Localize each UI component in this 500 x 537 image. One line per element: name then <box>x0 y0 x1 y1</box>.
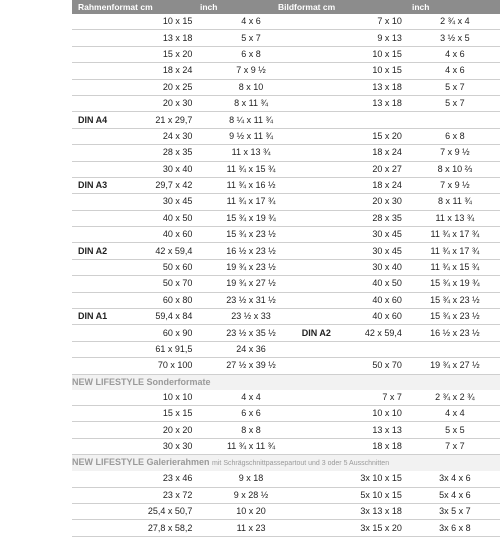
size-table-page <box>72 0 500 533</box>
image-cm-cell: 10 x 15 <box>338 63 410 79</box>
header-frame-cm: Rahmenformat cm <box>78 2 153 12</box>
image-format-label <box>302 292 338 308</box>
frame-cm-cell: 21 x 29,7 <box>124 112 201 128</box>
image-format-label <box>302 503 338 519</box>
image-cm-cell: 30 x 40 <box>338 259 410 275</box>
image-cm-cell: 13 x 13 <box>338 422 410 438</box>
image-inch-cell: 3x 5 x 7 <box>410 503 500 519</box>
image-inch-cell: 3x 6 x 8 <box>410 520 500 536</box>
image-cm-cell: 9 x 13 <box>338 30 410 46</box>
image-format-label <box>302 438 338 454</box>
table-row <box>72 438 500 454</box>
image-inch-cell: 15 ¾ x 23 ½ <box>410 292 500 308</box>
header-image-cm: Bildformat cm <box>278 2 336 12</box>
table-row <box>72 503 500 519</box>
format-label <box>72 259 124 275</box>
size-table <box>72 14 500 537</box>
image-format-label <box>302 161 338 177</box>
format-label <box>72 438 124 454</box>
image-format-label <box>302 112 338 128</box>
frame-cm-cell: 40 x 50 <box>124 210 201 226</box>
format-label <box>72 14 124 30</box>
image-format-label <box>302 276 338 292</box>
image-format-label <box>302 259 338 275</box>
table-row <box>72 161 500 177</box>
format-label <box>72 63 124 79</box>
format-label <box>72 358 124 374</box>
table-row <box>72 14 500 30</box>
image-format-label <box>302 390 338 406</box>
image-cm-cell: 3x 13 x 18 <box>338 503 410 519</box>
frame-inch-cell: 8 x 11 ¾ <box>200 95 301 111</box>
frame-cm-cell: 50 x 70 <box>124 276 201 292</box>
table-row <box>72 471 500 487</box>
frame-inch-cell: 23 ½ x 33 <box>200 309 301 325</box>
image-cm-cell: 15 x 20 <box>338 128 410 144</box>
frame-cm-cell: 28 x 35 <box>124 145 201 161</box>
frame-cm-cell: 50 x 60 <box>124 259 201 275</box>
table-row <box>72 405 500 421</box>
format-label: DIN A3 <box>72 177 124 193</box>
section-heading <box>72 374 500 390</box>
image-cm-cell: 18 x 24 <box>338 145 410 161</box>
table-row <box>72 63 500 79</box>
image-inch-cell: 5 x 7 <box>410 79 500 95</box>
format-label: DIN A4 <box>72 112 124 128</box>
format-label <box>72 145 124 161</box>
section-title: NEW LIFESTYLE Galerierahmen <box>72 457 210 468</box>
image-format-label <box>302 95 338 111</box>
table-row <box>72 520 500 536</box>
image-format-label <box>302 405 338 421</box>
image-inch-cell <box>410 341 500 357</box>
frame-cm-cell: 30 x 45 <box>124 194 201 210</box>
frame-inch-cell: 11 ¾ x 17 ¾ <box>200 194 301 210</box>
table-row <box>72 227 500 243</box>
table-row <box>72 259 500 275</box>
image-format-label <box>302 487 338 503</box>
table-row <box>72 390 500 406</box>
table-row <box>72 309 500 325</box>
frame-cm-cell: 60 x 90 <box>124 325 201 341</box>
frame-cm-cell: 10 x 15 <box>124 14 201 30</box>
image-cm-cell: 10 x 15 <box>338 46 410 62</box>
image-format-label <box>302 520 338 536</box>
image-inch-cell: 4 x 6 <box>410 46 500 62</box>
frame-inch-cell: 9 x 28 ½ <box>200 487 301 503</box>
format-label <box>72 128 124 144</box>
frame-inch-cell: 19 ¾ x 27 ½ <box>200 276 301 292</box>
frame-cm-cell: 20 x 25 <box>124 79 201 95</box>
frame-inch-cell: 8 x 10 <box>200 79 301 95</box>
frame-inch-cell: 8 x 8 <box>200 422 301 438</box>
frame-inch-cell: 11 ¾ x 15 ¾ <box>200 161 301 177</box>
image-inch-cell: 5 x 7 <box>410 95 500 111</box>
section-sonderformate <box>72 374 500 390</box>
image-cm-cell: 30 x 45 <box>338 227 410 243</box>
table-row <box>72 210 500 226</box>
frame-cm-cell: 25,4 x 50,7 <box>124 503 201 519</box>
frame-inch-cell: 8 ¼ x 11 ¾ <box>200 112 301 128</box>
format-label <box>72 422 124 438</box>
image-cm-cell: 13 x 18 <box>338 95 410 111</box>
image-format-label <box>302 341 338 357</box>
image-inch-cell: 2 ¾ x 4 <box>410 14 500 30</box>
frame-cm-cell: 29,7 x 42 <box>124 177 201 193</box>
format-label <box>72 390 124 406</box>
image-inch-cell: 4 x 4 <box>410 405 500 421</box>
format-label <box>72 161 124 177</box>
format-label: DIN A1 <box>72 309 124 325</box>
frame-inch-cell: 4 x 6 <box>200 14 301 30</box>
format-label <box>72 210 124 226</box>
image-inch-cell: 7 x 9 ½ <box>410 145 500 161</box>
frame-inch-cell: 11 ¾ x 11 ¾ <box>200 438 301 454</box>
frame-cm-cell: 13 x 18 <box>124 30 201 46</box>
section-title: NEW LIFESTYLE Sonderformate <box>72 376 211 387</box>
frame-cm-cell: 59,4 x 84 <box>124 309 201 325</box>
frame-cm-cell: 20 x 20 <box>124 422 201 438</box>
image-cm-cell: 42 x 59,4 <box>338 325 410 341</box>
image-cm-cell: 40 x 50 <box>338 276 410 292</box>
image-inch-cell: 2 ¾ x 2 ¾ <box>410 390 500 406</box>
frame-inch-cell: 19 ¾ x 23 ½ <box>200 259 301 275</box>
image-inch-cell: 19 ¾ x 27 ½ <box>410 358 500 374</box>
frame-inch-cell: 27 ½ x 39 ½ <box>200 358 301 374</box>
image-inch-cell: 7 x 9 ½ <box>410 177 500 193</box>
frame-inch-cell: 4 x 4 <box>200 390 301 406</box>
frame-inch-cell: 10 x 20 <box>200 503 301 519</box>
format-label <box>72 79 124 95</box>
image-cm-cell: 18 x 18 <box>338 438 410 454</box>
image-inch-cell: 3 ½ x 5 <box>410 30 500 46</box>
image-format-label <box>302 14 338 30</box>
format-label <box>72 503 124 519</box>
image-cm-cell: 3x 15 x 20 <box>338 520 410 536</box>
table-row <box>72 46 500 62</box>
image-cm-cell: 13 x 18 <box>338 79 410 95</box>
header-frame-inch: inch <box>200 2 218 12</box>
frame-cm-cell: 24 x 30 <box>124 128 201 144</box>
frame-inch-cell: 11 x 13 ¾ <box>200 145 301 161</box>
frame-inch-cell: 23 ½ x 31 ½ <box>200 292 301 308</box>
image-inch-cell: 15 ¾ x 19 ¾ <box>410 276 500 292</box>
frame-cm-cell: 60 x 80 <box>124 292 201 308</box>
image-inch-cell: 5x 4 x 6 <box>410 487 500 503</box>
table-row <box>72 292 500 308</box>
image-format-label <box>302 63 338 79</box>
image-cm-cell: 30 x 45 <box>338 243 410 259</box>
image-cm-cell: 40 x 60 <box>338 292 410 308</box>
section-galerierahmen <box>72 455 500 472</box>
image-cm-cell: 7 x 10 <box>338 14 410 30</box>
table-row <box>72 30 500 46</box>
image-cm-cell <box>338 112 410 128</box>
image-cm-cell: 28 x 35 <box>338 210 410 226</box>
format-label <box>72 30 124 46</box>
frame-cm-cell: 15 x 20 <box>124 46 201 62</box>
format-label <box>72 292 124 308</box>
image-inch-cell: 11 x 13 ¾ <box>410 210 500 226</box>
table-row <box>72 112 500 128</box>
table-row <box>72 325 500 341</box>
frame-inch-cell: 9 ½ x 11 ¾ <box>200 128 301 144</box>
frame-cm-cell: 10 x 10 <box>124 390 201 406</box>
section-heading <box>72 455 500 472</box>
format-label <box>72 405 124 421</box>
image-format-label <box>302 471 338 487</box>
image-inch-cell: 15 ¾ x 23 ½ <box>410 309 500 325</box>
image-cm-cell: 40 x 60 <box>338 309 410 325</box>
table-row <box>72 243 500 259</box>
frame-cm-cell: 40 x 60 <box>124 227 201 243</box>
table-row <box>72 145 500 161</box>
frame-inch-cell: 6 x 8 <box>200 46 301 62</box>
image-format-label <box>302 177 338 193</box>
table-row <box>72 128 500 144</box>
format-label <box>72 471 124 487</box>
image-format-label <box>302 309 338 325</box>
frame-cm-cell: 20 x 30 <box>124 95 201 111</box>
frame-cm-cell: 42 x 59,4 <box>124 243 201 259</box>
image-cm-cell: 10 x 10 <box>338 405 410 421</box>
format-label <box>72 194 124 210</box>
image-inch-cell: 4 x 6 <box>410 63 500 79</box>
image-format-label <box>302 422 338 438</box>
image-cm-cell: 20 x 30 <box>338 194 410 210</box>
image-inch-cell: 8 x 11 ¾ <box>410 194 500 210</box>
frame-cm-cell: 61 x 91,5 <box>124 341 201 357</box>
frame-cm-cell: 23 x 46 <box>124 471 201 487</box>
image-cm-cell: 18 x 24 <box>338 177 410 193</box>
frame-cm-cell: 18 x 24 <box>124 63 201 79</box>
format-label <box>72 227 124 243</box>
frame-inch-cell: 15 ¾ x 19 ¾ <box>200 210 301 226</box>
format-label: DIN A2 <box>72 243 124 259</box>
image-format-label <box>302 243 338 259</box>
format-label <box>72 46 124 62</box>
image-cm-cell: 7 x 7 <box>338 390 410 406</box>
format-label <box>72 276 124 292</box>
image-inch-cell <box>410 112 500 128</box>
image-inch-cell: 5 x 5 <box>410 422 500 438</box>
frame-cm-cell: 27,8 x 58,2 <box>124 520 201 536</box>
frame-cm-cell: 30 x 40 <box>124 161 201 177</box>
frame-inch-cell: 5 x 7 <box>200 30 301 46</box>
table-row <box>72 79 500 95</box>
image-format-label <box>302 46 338 62</box>
frame-inch-cell: 7 x 9 ½ <box>200 63 301 79</box>
table-row <box>72 341 500 357</box>
frame-inch-cell: 16 ½ x 23 ½ <box>200 243 301 259</box>
image-format-label <box>302 210 338 226</box>
image-inch-cell: 3x 4 x 6 <box>410 471 500 487</box>
image-format-label <box>302 227 338 243</box>
image-format-label <box>302 145 338 161</box>
image-format-label <box>302 194 338 210</box>
image-inch-cell: 8 x 10 ⅔ <box>410 161 500 177</box>
format-label <box>72 341 124 357</box>
frame-cm-cell: 70 x 100 <box>124 358 201 374</box>
table-row <box>72 487 500 503</box>
image-cm-cell: 5x 10 x 15 <box>338 487 410 503</box>
table-row <box>72 422 500 438</box>
image-inch-cell: 7 x 7 <box>410 438 500 454</box>
image-inch-cell: 6 x 8 <box>410 128 500 144</box>
image-cm-cell: 3x 10 x 15 <box>338 471 410 487</box>
table-row <box>72 194 500 210</box>
image-inch-cell: 11 ¾ x 15 ¾ <box>410 259 500 275</box>
image-cm-cell: 50 x 70 <box>338 358 410 374</box>
format-label <box>72 325 124 341</box>
header-image-inch: inch <box>412 2 430 12</box>
image-format-label <box>302 128 338 144</box>
image-inch-cell: 16 ½ x 23 ½ <box>410 325 500 341</box>
format-label <box>72 520 124 536</box>
frame-inch-cell: 9 x 18 <box>200 471 301 487</box>
format-label <box>72 95 124 111</box>
image-inch-cell: 11 ¾ x 17 ¾ <box>410 227 500 243</box>
image-format-label <box>302 30 338 46</box>
frame-inch-cell: 11 x 23 <box>200 520 301 536</box>
format-label <box>72 487 124 503</box>
image-format-label: DIN A2 <box>302 325 338 341</box>
image-format-label <box>302 79 338 95</box>
image-inch-cell: 11 ¾ x 17 ¾ <box>410 243 500 259</box>
frame-cm-cell: 15 x 15 <box>124 405 201 421</box>
image-cm-cell: 20 x 27 <box>338 161 410 177</box>
table-row <box>72 276 500 292</box>
table-row <box>72 95 500 111</box>
frame-inch-cell: 23 ½ x 35 ½ <box>200 325 301 341</box>
frame-inch-cell: 6 x 6 <box>200 405 301 421</box>
frame-inch-cell: 15 ¾ x 23 ½ <box>200 227 301 243</box>
table-header <box>72 0 500 14</box>
table-row <box>72 358 500 374</box>
frame-inch-cell: 11 ¾ x 16 ½ <box>200 177 301 193</box>
frame-inch-cell: 24 x 36 <box>200 341 301 357</box>
frame-cm-cell: 23 x 72 <box>124 487 201 503</box>
frame-cm-cell: 30 x 30 <box>124 438 201 454</box>
table-row <box>72 177 500 193</box>
image-format-label <box>302 358 338 374</box>
section-subtitle: mit Schrägschnittpassepartout und 3 oder 5 Ausschnitten <box>212 460 390 468</box>
image-cm-cell <box>338 341 410 357</box>
